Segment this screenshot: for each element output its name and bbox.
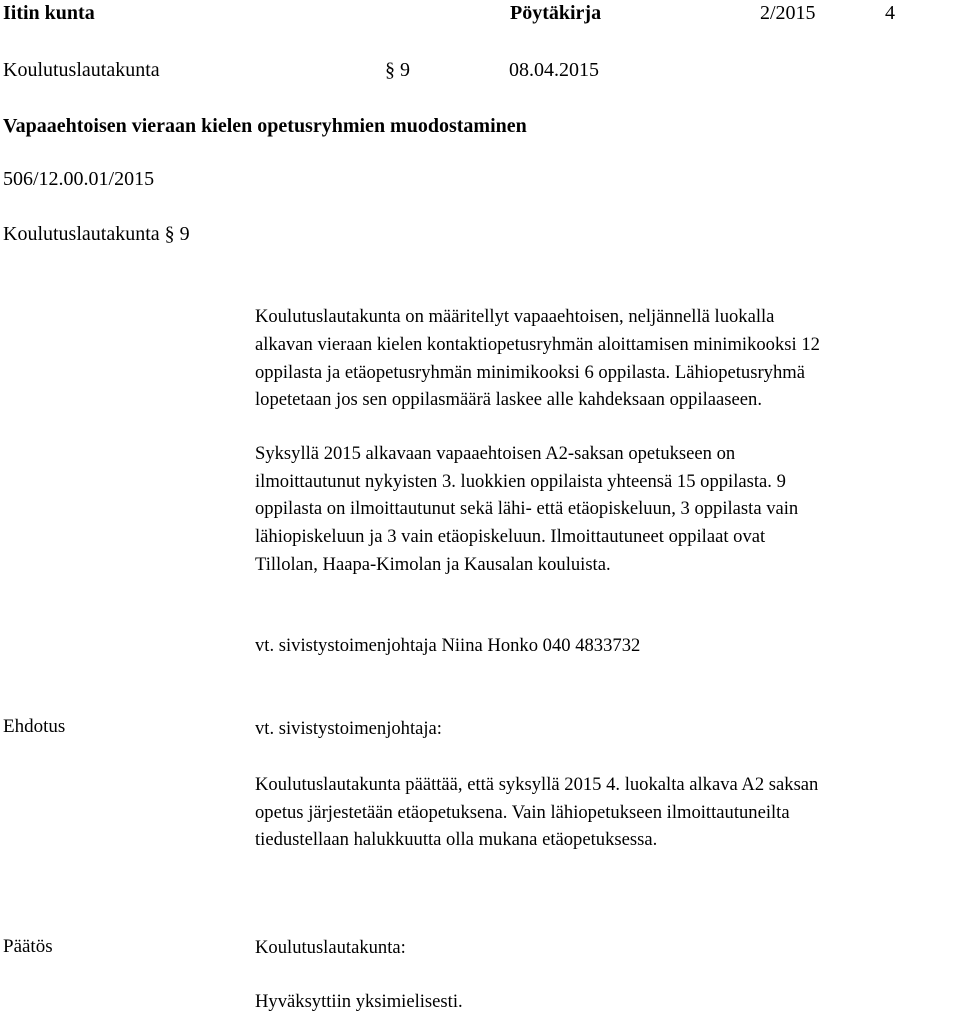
contact-line: vt. sivistystoimenjohtaja Niina Honko 040 4833732 xyxy=(255,635,641,656)
proposal-line: opetus järjestetään etäopetuksena. Vain lähiopetukseen ilmoittautuneilta xyxy=(255,802,790,823)
meeting-date: 08.04.2015 xyxy=(509,59,599,81)
proposal-presenter: vt. sivistystoimenjohtaja: xyxy=(255,718,442,739)
proposal-line: Koulutuslautakunta päättää, että syksyllä 2015 4. luokalta alkava A2 saksan xyxy=(255,774,819,795)
paragraph-line: Koulutuslautakunta on määritellyt vapaaehtoisen, neljännellä luokalla xyxy=(255,306,775,327)
paragraph-line: lähiopiskeluun ja 3 vain etäopiskeluun. Ilmoittautuneet oppilaat ovat xyxy=(255,526,766,547)
proposal-label: Ehdotus xyxy=(3,716,66,737)
section-number: § 9 xyxy=(385,59,410,81)
document-number: 2/2015 xyxy=(760,2,816,24)
paragraph-line: ilmoittautunut nykyisten 3. luokkien oppilaista yhteensä 15 oppilasta. 9 xyxy=(255,471,786,492)
document-type: Pöytäkirja xyxy=(510,2,602,24)
decision-body: Koulutuslautakunta: xyxy=(255,937,406,958)
decision-text: Hyväksyttiin yksimielisesti. xyxy=(255,991,463,1012)
proposal-line: tiedustellaan halukkuutta olla mukana etäopetuksessa. xyxy=(255,829,658,850)
paragraph-line: Tillolan, Haapa-Kimolan ja Kausalan kouluista. xyxy=(255,554,611,575)
paragraph-line: oppilasta ja etäopetusryhmän minimikooksi 6 oppilasta. Lähiopetusryhmä xyxy=(255,362,805,383)
page-title: Vapaaehtoisen vieraan kielen opetusryhmien muodostaminen xyxy=(3,115,527,137)
paragraph-line: lopetetaan jos sen oppilasmäärä laskee alle kahdeksaan oppilaaseen. xyxy=(255,389,762,410)
municipality-name: Iitin kunta xyxy=(3,2,95,24)
board-name: Koulutuslautakunta xyxy=(3,59,160,81)
paragraph-line: Syksyllä 2015 alkavaan vapaaehtoisen A2-saksan opetukseen on xyxy=(255,443,736,464)
decision-label: Päätös xyxy=(3,936,53,957)
record-id: 506/12.00.01/2015 xyxy=(3,168,155,190)
paragraph-line: alkavan vieraan kielen kontaktiopetusryhmän aloittamisen minimikooksi 12 xyxy=(255,334,820,355)
board-section-line: Koulutuslautakunta § 9 xyxy=(3,223,190,245)
page-number: 4 xyxy=(885,2,895,24)
paragraph-line: oppilasta on ilmoittautunut sekä lähi- että etäopiskeluun, 3 oppilasta vain xyxy=(255,498,799,519)
